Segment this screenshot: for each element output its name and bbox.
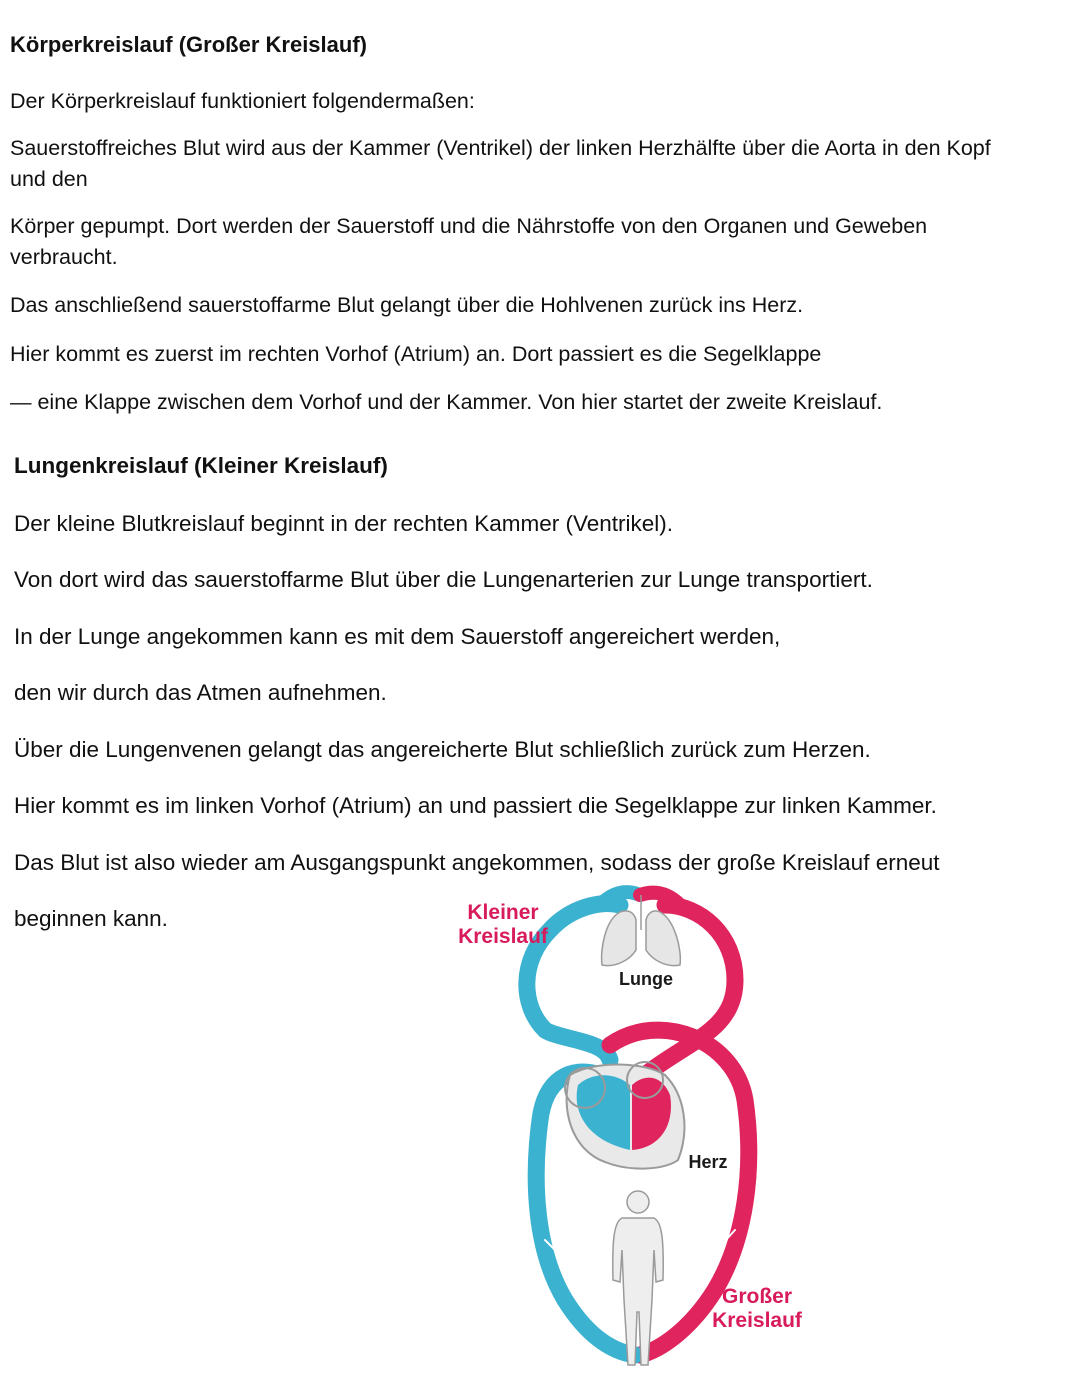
text-line: Sauerstoffreiches Blut wird aus der Kammer (Ventrikel) der linken Herzhälfte über die Aorta in den Kopf bbox=[10, 136, 991, 160]
label-big-circulation: Kreislauf bbox=[712, 1309, 802, 1332]
text-line: — eine Klappe zwischen dem Vorhof und der Kammer. Von hier startet der zweite Kreislauf. bbox=[10, 390, 883, 414]
text-line: Körper gepumpt. Dort werden der Sauerstoff und die Nährstoffe von den Organen und Geweben bbox=[10, 214, 928, 238]
circulation-diagram bbox=[440, 885, 802, 1380]
label-small-circulation: Kreislauf bbox=[458, 925, 548, 948]
text-line: und den bbox=[10, 167, 88, 191]
text-line: Das anschließend sauerstoffarme Blut gelangt über die Hohlvenen zurück ins Herz. bbox=[10, 293, 804, 317]
text-line: Der kleine Blutkreislauf beginnt in der rechten Kammer (Ventrikel). bbox=[14, 511, 674, 536]
text-line: Hier kommt es im linken Vorhof (Atrium) an und passiert die Segelklappe zur linken Kammer. bbox=[14, 793, 937, 818]
text-line: verbraucht. bbox=[10, 245, 118, 269]
label-heart: Herz bbox=[688, 1152, 728, 1172]
text-line: Über die Lungenvenen gelangt das angereicherte Blut schließlich zurück zum Herzen. bbox=[14, 737, 871, 762]
text-line: den wir durch das Atmen aufnehmen. bbox=[14, 680, 387, 705]
text-line: Der Körperkreislauf funktioniert folgendermaßen: bbox=[10, 89, 475, 113]
label-big-circulation: Großer bbox=[721, 1285, 793, 1308]
human-body-icon bbox=[613, 1191, 663, 1365]
text-line: Hier kommt es zuerst im rechten Vorhof (Atrium) an. Dort passiert es die Segelklappe bbox=[10, 342, 822, 366]
label-small-circulation: Kleiner bbox=[467, 901, 539, 924]
heading-body-circulation: Körperkreislauf (Großer Kreislauf) bbox=[10, 32, 367, 57]
text-line: beginnen kann. bbox=[14, 906, 168, 931]
heading-lung-circulation: Lungenkreislauf (Kleiner Kreislauf) bbox=[14, 453, 388, 478]
heart-icon bbox=[565, 1062, 684, 1169]
text-line: Von dort wird das sauerstoffarme Blut über die Lungenarterien zur Lunge transportiert. bbox=[14, 567, 873, 592]
label-lung: Lunge bbox=[619, 969, 673, 989]
text-line: Das Blut ist also wieder am Ausgangspunkt angekommen, sodass der große Kreislauf erneut bbox=[14, 850, 940, 875]
text-line: In der Lunge angekommen kann es mit dem Sauerstoff angereichert werden, bbox=[14, 624, 781, 649]
